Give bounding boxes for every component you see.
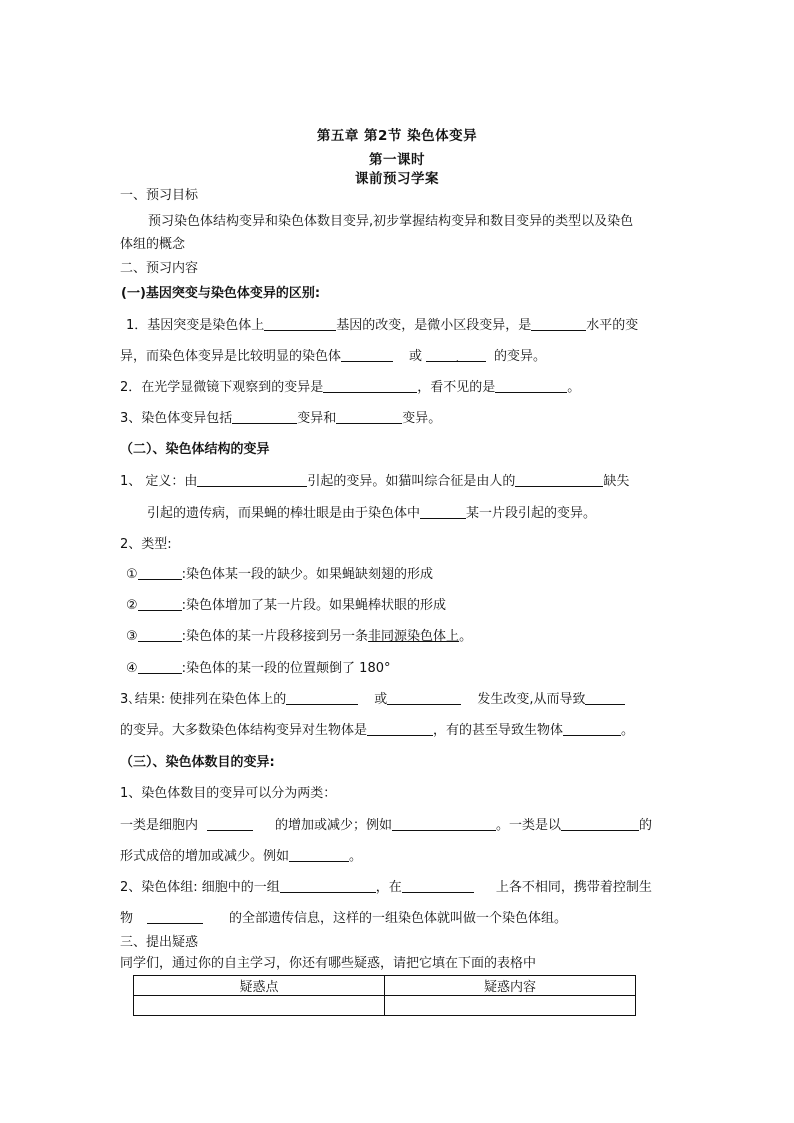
d-text-d: 引起的遗传病，而果蝇的棒壮眼是由于染色体中: [147, 506, 421, 521]
section-3-heading: 三、提出疑惑: [120, 935, 199, 950]
type-2-number: ②: [126, 598, 138, 613]
answer-blank[interactable]: [561, 817, 639, 831]
section-1-heading: 一、预习目标: [120, 188, 199, 203]
type-4-number: ④: [126, 661, 138, 676]
types-heading: 2、类型:: [120, 537, 172, 552]
n4-text-a: 2、染色体组: 细胞中的一组: [120, 880, 280, 895]
answer-blank[interactable]: [585, 691, 625, 705]
answer-blank[interactable]: [232, 410, 297, 424]
answer-blank[interactable]: [420, 505, 466, 519]
n2-text-d: 的: [639, 818, 653, 833]
type-3: [126, 628, 686, 646]
answer-blank[interactable]: [207, 817, 253, 831]
n3-text-b: 。: [349, 849, 363, 864]
answer-blank[interactable]: [286, 691, 358, 705]
definition-line-2: [147, 505, 707, 523]
table-row: [134, 996, 636, 1016]
type-3-text-a: :染色体的某一片段移接到另一条: [181, 629, 369, 644]
answer-blank[interactable]: [264, 317, 336, 331]
answer-blank[interactable]: [402, 879, 474, 893]
q1-text-a: 1．基因突变是染色体上: [126, 318, 265, 333]
table-header-cell: 疑惑内容: [385, 976, 636, 996]
answer-blank[interactable]: [387, 691, 461, 705]
answer-blank[interactable]: [197, 473, 307, 487]
chromosome-set-line-1: [120, 879, 680, 897]
d-text-e: 某一片段引起的变异。: [466, 506, 597, 521]
n5-text-b: 的全部遗传信息，这样的一组染色体就叫做一个染色体组。: [229, 911, 568, 926]
answer-blank[interactable]: [138, 566, 182, 580]
q1-text-e: 或: [409, 349, 423, 364]
section-2-heading: 二、预习内容: [120, 261, 199, 276]
r-text-e: ，有的甚至导致生物体: [433, 723, 564, 738]
answer-blank[interactable]: [495, 379, 567, 393]
question-2: [120, 379, 680, 397]
worksheet-subtitle: 课前预习学案: [355, 171, 439, 187]
q3-text-a: 3、染色体变异包括: [120, 411, 233, 426]
answer-blank[interactable]: [392, 817, 496, 831]
n2-text-c: 。一类是以: [496, 818, 562, 833]
section-3-text: 同学们，通过你的自主学习，你还有哪些疑惑，请把它填在下面的表格中: [120, 956, 537, 971]
type-2-text: :染色体增加了某一片段。如果蝇棒状眼的形成: [181, 598, 447, 613]
part-1-heading: (一)基因突变与染色体变异的区别:: [121, 286, 321, 301]
n5-text-a: 物: [120, 911, 134, 926]
question-3: [120, 410, 680, 428]
chromosome-set-line-2: [120, 910, 680, 928]
table-header-cell: 疑惑点: [134, 976, 385, 996]
type-3-text-underlined: 非同源染色体上: [368, 629, 460, 644]
type-3-number: ③: [126, 629, 138, 644]
number-variation-line-1: [120, 817, 680, 835]
q1-text-d: 异，而染色体变异是比较明显的染色体: [120, 349, 342, 364]
r-text-f: 。: [621, 723, 635, 738]
type-1-number: ①: [126, 567, 138, 582]
q3-text-b: 变异和: [297, 411, 337, 426]
number-variation-intro: 1、染色体数目的变异可以分为两类：: [120, 786, 337, 801]
d-text-a: 1、 定义：由: [120, 474, 198, 489]
q3-text-c: 变异。: [402, 411, 442, 426]
answer-blank[interactable]: [323, 379, 417, 393]
section-1-text-line-2: 体组的概念: [120, 237, 186, 252]
answer-blank[interactable]: [531, 317, 586, 331]
q1-text-b: 基因的改变，是微小区段变异，是: [336, 318, 532, 333]
type-4-text: :染色体的某一段的位置颠倒了 180°: [181, 661, 391, 676]
part-3-heading: （三）、染色体数目的变异:: [120, 755, 275, 770]
n2-text-a: 一类是细胞内: [120, 818, 199, 833]
answer-blank[interactable]: [289, 848, 349, 862]
type-4: [126, 660, 686, 678]
definition-line-1: [120, 473, 680, 491]
answer-blank[interactable]: [336, 410, 402, 424]
r-text-a: 3､结果: 使排列在染色体上的: [120, 692, 287, 707]
chapter-title: 第五章 第2节 染色体变异: [316, 128, 478, 144]
lesson-subtitle: 第一课时: [369, 152, 425, 168]
question-1-line-1: [126, 317, 686, 335]
r-text-c: 发生改变,从而导致: [477, 692, 586, 707]
table-header-row: [134, 976, 636, 996]
result-line-1: [120, 691, 680, 709]
d-text-b: 引起的变异。如猫叫综合征是由人的: [307, 474, 516, 489]
n4-text-b: ，在: [375, 880, 402, 895]
n4-text-c: 上各不相同，携带着控制生: [495, 880, 652, 895]
r-text-d: 的变异。大多数染色体结构变异对生物体是: [120, 723, 368, 738]
answer-blank[interactable]: [515, 473, 603, 487]
result-line-2: [120, 722, 680, 740]
q2-text-c: 。: [567, 380, 581, 395]
q2-text-a: 2．在光学显微镜下观察到的变异是: [120, 380, 324, 395]
n2-text-b: 的增加或减少；例如: [275, 818, 393, 833]
table-cell[interactable]: [385, 996, 636, 1016]
answer-blank[interactable]: [367, 722, 433, 736]
answer-blank[interactable]: [147, 910, 203, 924]
type-1-text: :染色体某一段的缺少。如果蝇缺刻翅的形成: [181, 567, 434, 582]
questions-table: [133, 975, 636, 1016]
table-cell[interactable]: [134, 996, 385, 1016]
type-2: [126, 597, 686, 615]
q1-text-f: 的变异。: [494, 349, 547, 364]
answer-blank[interactable]: [138, 660, 182, 674]
q1-text-c: 水平的变: [586, 318, 639, 333]
section-1-text-line-1: 预习染色体结构变异和染色体数目变异,初步掌握结构变异和数目变异的类型以及染色: [148, 214, 634, 229]
answer-blank[interactable]: [563, 722, 621, 736]
answer-blank[interactable]: [138, 597, 182, 611]
answer-blank[interactable]: [280, 879, 376, 893]
type-1: [126, 566, 686, 584]
question-1-line-2: [120, 348, 680, 366]
n3-text-a: 形式成倍的增加或减少。例如: [120, 849, 290, 864]
part-2-heading: （二）、染色体结构的变异: [120, 442, 270, 457]
r-text-b: 或: [374, 692, 388, 707]
number-variation-line-2: [120, 848, 680, 866]
type-3-text-c: 。: [459, 629, 473, 644]
d-text-c: 缺失: [603, 474, 630, 489]
answer-blank[interactable]: [138, 628, 182, 642]
answer-blank[interactable]: [341, 348, 393, 362]
q2-text-b: ，看不见的是: [417, 380, 496, 395]
answer-blank[interactable]: .: [426, 348, 486, 362]
